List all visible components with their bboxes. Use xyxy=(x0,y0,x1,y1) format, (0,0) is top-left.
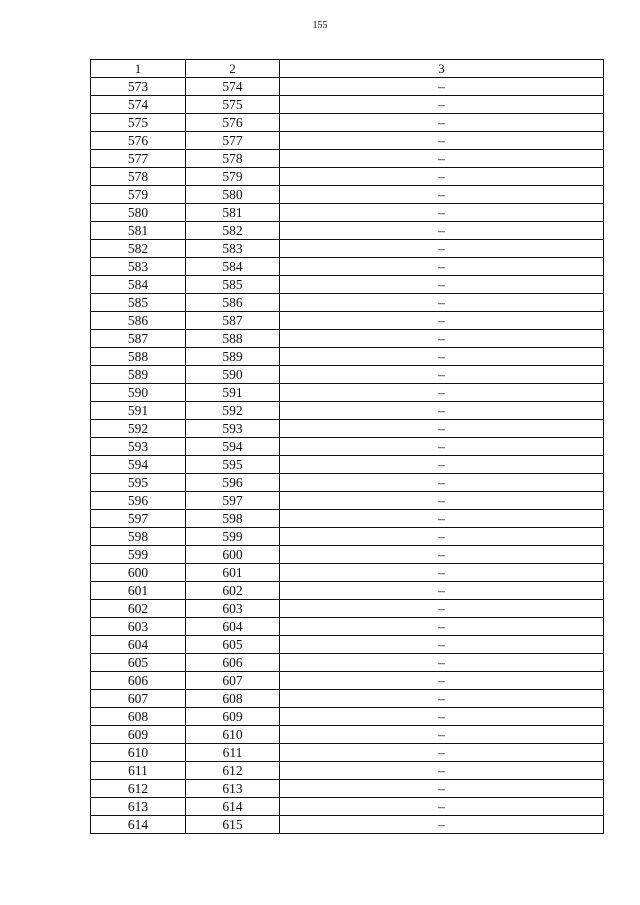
table-cell-col2: 603 xyxy=(186,600,280,617)
table-cell-col1: 586 xyxy=(91,312,186,329)
table-cell-col3: – xyxy=(280,474,604,491)
table-cell-col1: 580 xyxy=(91,204,186,221)
table-cell-col3: – xyxy=(280,690,604,707)
table-cell-col1: 612 xyxy=(91,780,186,797)
table-row xyxy=(91,420,604,438)
table-row xyxy=(91,402,604,420)
table-cell-col2: 576 xyxy=(186,114,280,131)
table-cell-col2: 597 xyxy=(186,492,280,509)
table-cell-col2: 580 xyxy=(186,186,280,203)
table-row xyxy=(91,312,604,330)
table-cell-col3: – xyxy=(280,150,604,167)
table-cell-col1: 606 xyxy=(91,672,186,689)
table-row xyxy=(91,582,604,600)
table-cell-col2: 579 xyxy=(186,168,280,185)
table-cell-col3: – xyxy=(280,708,604,725)
table-cell-col2: 604 xyxy=(186,618,280,635)
table-row xyxy=(91,798,604,816)
table-cell-col1: 592 xyxy=(91,420,186,437)
table-cell-col1: 611 xyxy=(91,762,186,779)
table-cell-col2: 592 xyxy=(186,402,280,419)
table-cell-col2: 587 xyxy=(186,312,280,329)
table-cell-col1: 584 xyxy=(91,276,186,293)
table-cell-col3: – xyxy=(280,186,604,203)
table-header-row xyxy=(91,60,604,78)
table-row xyxy=(91,276,604,294)
table-cell-col1: 594 xyxy=(91,456,186,473)
table-row xyxy=(91,150,604,168)
table-cell-col1: 573 xyxy=(91,78,186,95)
table-cell-col3: – xyxy=(280,348,604,365)
table-cell-col1: 598 xyxy=(91,528,186,545)
table-cell-col1: 610 xyxy=(91,744,186,761)
table-row xyxy=(91,438,604,456)
table-cell-col3: – xyxy=(280,780,604,797)
table-row xyxy=(91,600,604,618)
table-row xyxy=(91,654,604,672)
data-table xyxy=(90,59,604,834)
table-row xyxy=(91,744,604,762)
table-cell-col2: 582 xyxy=(186,222,280,239)
table-cell-col3: – xyxy=(280,204,604,221)
table-cell-col3: – xyxy=(280,168,604,185)
table-cell-col1: 575 xyxy=(91,114,186,131)
table-row xyxy=(91,474,604,492)
table-cell-col2: 602 xyxy=(186,582,280,599)
table-cell-col2: 589 xyxy=(186,348,280,365)
table-row xyxy=(91,564,604,582)
table-cell-col3: – xyxy=(280,510,604,527)
table-cell-col2: 594 xyxy=(186,438,280,455)
table-cell-col1: 577 xyxy=(91,150,186,167)
table-body xyxy=(91,78,604,834)
table-cell-col1: 595 xyxy=(91,474,186,491)
table-cell-col3: – xyxy=(280,492,604,509)
table-cell-col2: 598 xyxy=(186,510,280,527)
table-cell-col3: – xyxy=(280,744,604,761)
table-cell-col2: 615 xyxy=(186,816,280,833)
table-cell-col2: 608 xyxy=(186,690,280,707)
table-row xyxy=(91,348,604,366)
table-cell-col1: 609 xyxy=(91,726,186,743)
table-row xyxy=(91,708,604,726)
table-cell-col3: – xyxy=(280,78,604,95)
table-cell-col3: – xyxy=(280,330,604,347)
table-cell-col2: 611 xyxy=(186,744,280,761)
table-cell-col2: 578 xyxy=(186,150,280,167)
page-number: 155 xyxy=(312,20,328,31)
table-row xyxy=(91,330,604,348)
table-row xyxy=(91,780,604,798)
table-cell-col3: – xyxy=(280,420,604,437)
table-row xyxy=(91,456,604,474)
table-cell-col2: 596 xyxy=(186,474,280,491)
table-row xyxy=(91,636,604,654)
table-cell-col1: 596 xyxy=(91,492,186,509)
table-cell-col1: 605 xyxy=(91,654,186,671)
table-cell-col2: 612 xyxy=(186,762,280,779)
table-row xyxy=(91,510,604,528)
table-cell-col1: 601 xyxy=(91,582,186,599)
table-cell-col3: – xyxy=(280,456,604,473)
table-cell-col2: 609 xyxy=(186,708,280,725)
column-header-3: 3 xyxy=(280,60,604,77)
table-cell-col3: – xyxy=(280,798,604,815)
table-cell-col1: 604 xyxy=(91,636,186,653)
table-cell-col3: – xyxy=(280,672,604,689)
table-row xyxy=(91,114,604,132)
table-row xyxy=(91,492,604,510)
table-cell-col1: 613 xyxy=(91,798,186,815)
table-cell-col3: – xyxy=(280,528,604,545)
table-cell-col3: – xyxy=(280,600,604,617)
table-cell-col3: – xyxy=(280,258,604,275)
table-cell-col2: 575 xyxy=(186,96,280,113)
table-cell-col2: 585 xyxy=(186,276,280,293)
table-cell-col3: – xyxy=(280,438,604,455)
table-cell-col1: 578 xyxy=(91,168,186,185)
table-cell-col1: 585 xyxy=(91,294,186,311)
table-cell-col2: 584 xyxy=(186,258,280,275)
table-cell-col1: 583 xyxy=(91,258,186,275)
table-row xyxy=(91,78,604,96)
table-cell-col2: 586 xyxy=(186,294,280,311)
table-row xyxy=(91,816,604,834)
table-row xyxy=(91,726,604,744)
table-cell-col2: 590 xyxy=(186,366,280,383)
column-header-1: 1 xyxy=(91,60,186,77)
table-cell-col3: – xyxy=(280,114,604,131)
table-row xyxy=(91,546,604,564)
table-cell-col2: 601 xyxy=(186,564,280,581)
table-cell-col3: – xyxy=(280,240,604,257)
table-cell-col2: 581 xyxy=(186,204,280,221)
table-row xyxy=(91,294,604,312)
table-cell-col1: 576 xyxy=(91,132,186,149)
table-row xyxy=(91,258,604,276)
table-row xyxy=(91,618,604,636)
table-cell-col3: – xyxy=(280,762,604,779)
table-cell-col1: 600 xyxy=(91,564,186,581)
table-row xyxy=(91,204,604,222)
table-cell-col3: – xyxy=(280,726,604,743)
table-cell-col3: – xyxy=(280,564,604,581)
table-cell-col1: 603 xyxy=(91,618,186,635)
table-cell-col3: – xyxy=(280,222,604,239)
table-row xyxy=(91,672,604,690)
table-cell-col3: – xyxy=(280,654,604,671)
table-cell-col2: 583 xyxy=(186,240,280,257)
table-cell-col1: 587 xyxy=(91,330,186,347)
table-cell-col3: – xyxy=(280,384,604,401)
table-cell-col2: 593 xyxy=(186,420,280,437)
table-cell-col2: 577 xyxy=(186,132,280,149)
table-cell-col1: 589 xyxy=(91,366,186,383)
table-row xyxy=(91,222,604,240)
table-cell-col2: 610 xyxy=(186,726,280,743)
table-cell-col3: – xyxy=(280,132,604,149)
table-cell-col1: 608 xyxy=(91,708,186,725)
table-cell-col3: – xyxy=(280,294,604,311)
table-cell-col2: 605 xyxy=(186,636,280,653)
table-cell-col1: 599 xyxy=(91,546,186,563)
table-cell-col3: – xyxy=(280,636,604,653)
table-row xyxy=(91,528,604,546)
table-cell-col2: 600 xyxy=(186,546,280,563)
table-cell-col3: – xyxy=(280,618,604,635)
table-cell-col1: 574 xyxy=(91,96,186,113)
table-cell-col3: – xyxy=(280,276,604,293)
table-cell-col2: 595 xyxy=(186,456,280,473)
table-cell-col3: – xyxy=(280,816,604,833)
table-cell-col2: 613 xyxy=(186,780,280,797)
table-cell-col1: 579 xyxy=(91,186,186,203)
table-row xyxy=(91,132,604,150)
table-row xyxy=(91,168,604,186)
table-cell-col2: 588 xyxy=(186,330,280,347)
table-cell-col1: 614 xyxy=(91,816,186,833)
table-cell-col1: 590 xyxy=(91,384,186,401)
table-row xyxy=(91,186,604,204)
table-cell-col2: 591 xyxy=(186,384,280,401)
table-cell-col3: – xyxy=(280,312,604,329)
table-cell-col3: – xyxy=(280,582,604,599)
table-row xyxy=(91,240,604,258)
table-cell-col1: 602 xyxy=(91,600,186,617)
table-cell-col3: – xyxy=(280,402,604,419)
table-cell-col2: 607 xyxy=(186,672,280,689)
table-row xyxy=(91,384,604,402)
table-cell-col1: 593 xyxy=(91,438,186,455)
column-header-2: 2 xyxy=(186,60,280,77)
table-cell-col1: 581 xyxy=(91,222,186,239)
table-row xyxy=(91,366,604,384)
table-cell-col3: – xyxy=(280,546,604,563)
table-cell-col1: 591 xyxy=(91,402,186,419)
table-row xyxy=(91,690,604,708)
table-cell-col1: 597 xyxy=(91,510,186,527)
table-cell-col2: 614 xyxy=(186,798,280,815)
table-cell-col1: 582 xyxy=(91,240,186,257)
table-cell-col2: 599 xyxy=(186,528,280,545)
table-row xyxy=(91,96,604,114)
table-row xyxy=(91,762,604,780)
table-cell-col3: – xyxy=(280,366,604,383)
table-cell-col1: 588 xyxy=(91,348,186,365)
table-cell-col2: 574 xyxy=(186,78,280,95)
table-cell-col3: – xyxy=(280,96,604,113)
table-cell-col1: 607 xyxy=(91,690,186,707)
table-cell-col2: 606 xyxy=(186,654,280,671)
